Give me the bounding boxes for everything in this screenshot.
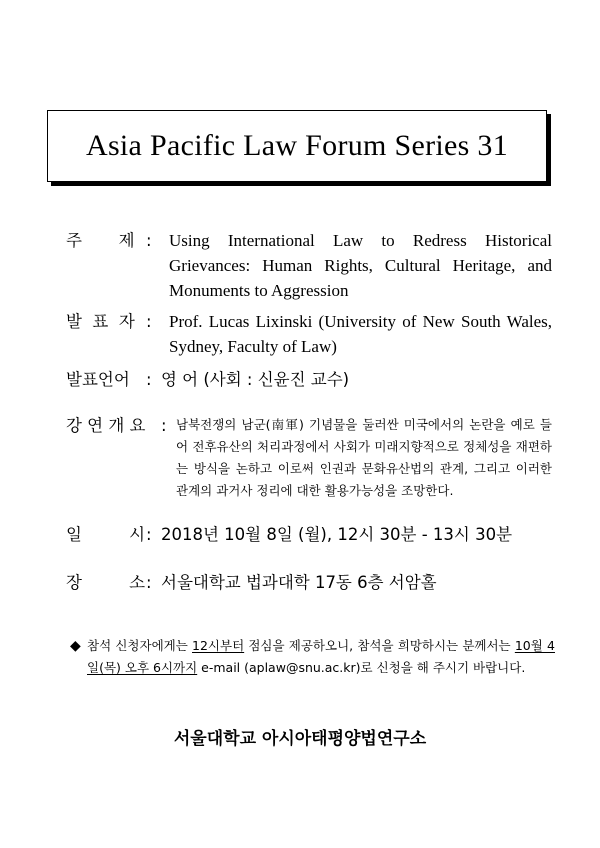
datetime-label: 일 시 xyxy=(66,525,146,544)
datetime-colon: : xyxy=(146,525,152,544)
notice-part2: 점심을 제공하오니, 참석을 희망하시는 분께서는 xyxy=(244,638,515,653)
venue-label: 장 소 xyxy=(66,573,146,592)
venue-colon: : xyxy=(146,573,152,592)
notice xyxy=(70,635,555,679)
language-value: 영 어 (사회 : 신윤진 교수) xyxy=(161,370,350,389)
venue-value: 서울대학교 법과대학 17동 6층 서암홀 xyxy=(161,573,437,592)
notice-deadline: 10월 4일(목) 오후 6시까지 xyxy=(87,638,555,675)
language-row xyxy=(66,367,552,392)
page-title: Asia Pacific Law Forum Series 31 xyxy=(85,129,508,162)
notice-text xyxy=(87,635,555,679)
topic-row xyxy=(66,228,552,303)
datetime-row xyxy=(66,522,552,547)
language-colon: : xyxy=(146,370,152,389)
summary-label: 강 연 개 요 xyxy=(66,416,146,435)
footer-institute: 서울대학교 아시아태평양법연구소 xyxy=(173,729,427,749)
language-label: 발표언어 xyxy=(66,370,130,389)
topic-colon: : xyxy=(146,231,152,250)
presenter-value: Prof. Lucas Lixinski (University of New South Wales, Sydney, Faculty of Law) xyxy=(169,312,552,356)
presenter-colon: : xyxy=(146,312,152,331)
summary-colon: : xyxy=(161,416,167,435)
summary-row xyxy=(66,413,552,503)
summary-value: 남북전쟁의 남군(南軍) 기념물을 둘러싼 미국에서의 논란을 예로 들어 전후유산의 처리과정에서 사회가 미래지향적으로 정체성을 재편하는 방식을 논하고 이로써 인권과 문화유산법의 관계, 그리고 이러한 관계의 과거사 정리에 대한 활용가능성을 조망한다. xyxy=(176,417,552,498)
datetime-value: 2018년 10월 8일 (월), 12시 30분 - 13시 30분 xyxy=(161,525,513,544)
notice-part1: 참석 신청자에게는 xyxy=(87,638,193,653)
notice-lunch-time: 12시부터 xyxy=(192,638,245,653)
diamond-bullet-icon: ◆ xyxy=(70,638,81,654)
topic-label: 주 제 xyxy=(66,231,135,250)
presenter-row xyxy=(66,309,552,359)
venue-row xyxy=(66,570,552,595)
presenter-label: 발 표 자 xyxy=(66,312,135,331)
notice-part3: e-mail (aplaw@snu.ac.kr)로 신청을 해 주시기 바랍니다. xyxy=(197,660,526,675)
topic-value: Using International Law to Redress Historical Grievances: Human Rights, Cultural Heritage, and Monuments to Aggression xyxy=(169,231,552,300)
title-box xyxy=(47,110,547,182)
